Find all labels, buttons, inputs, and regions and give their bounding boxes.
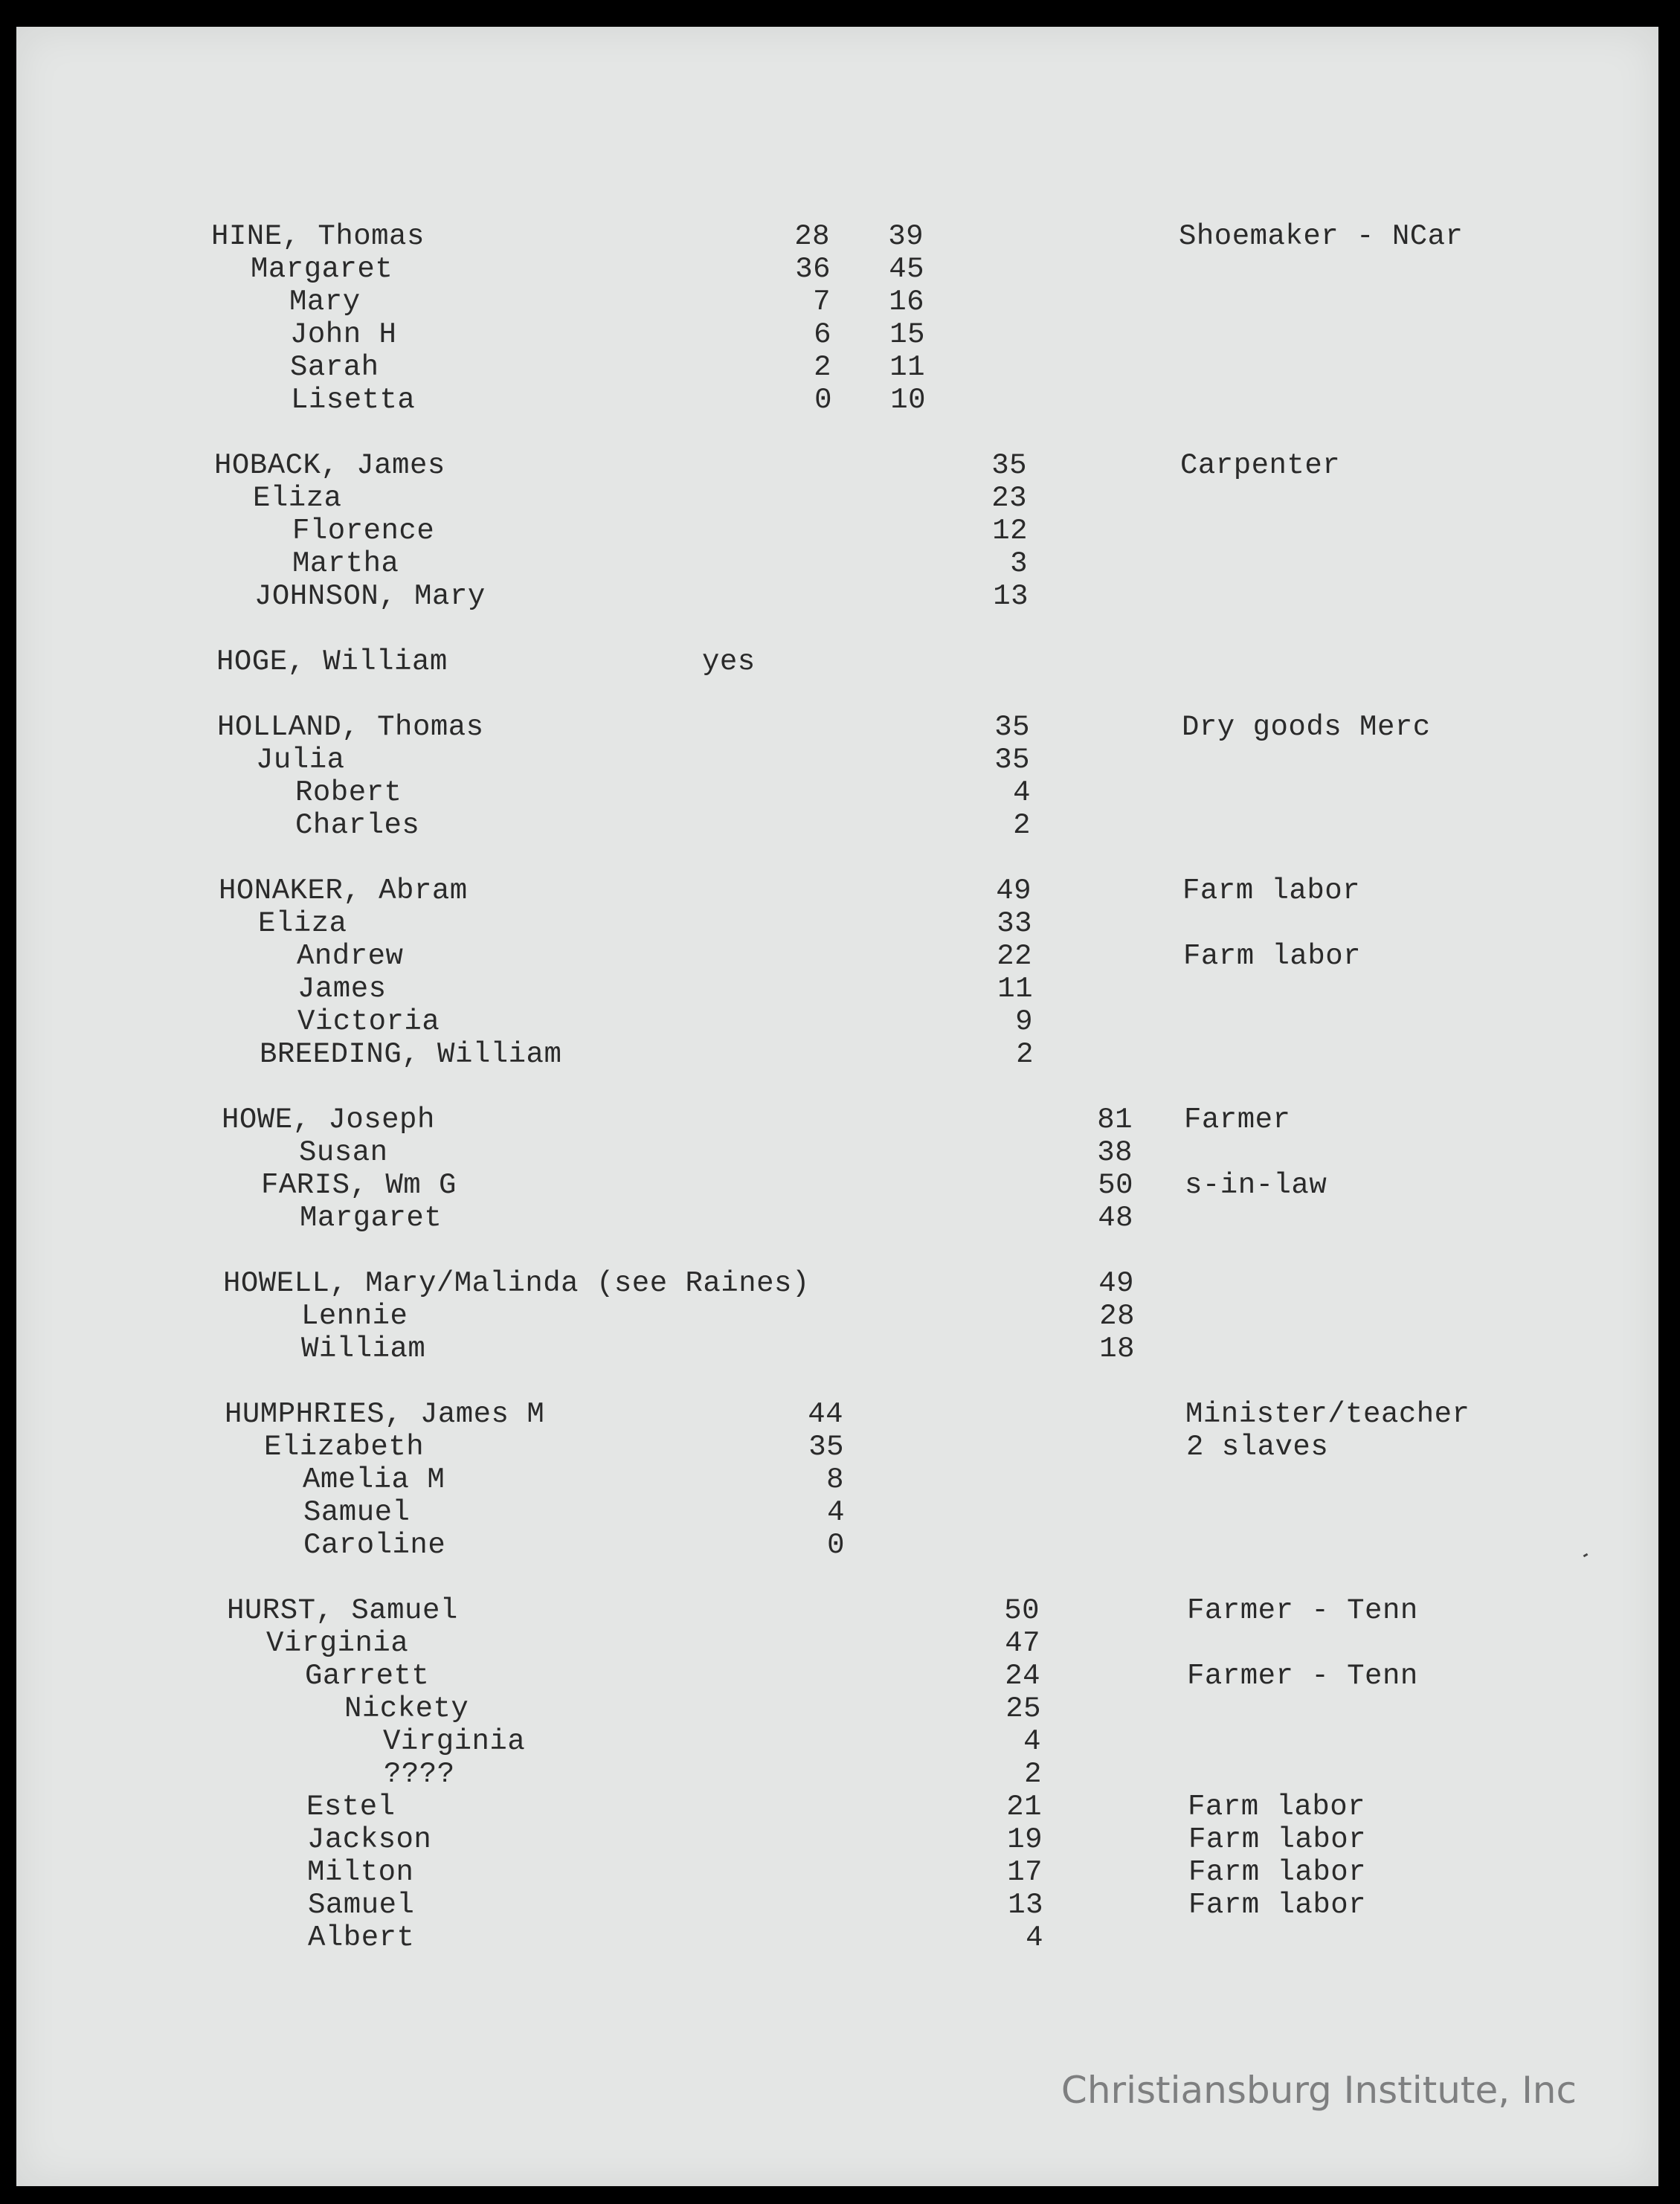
- document-page: [16, 27, 1658, 2186]
- age-column-d: 49: [1098, 1267, 1134, 1300]
- entry-row: [16, 1266, 1658, 1301]
- entry-row: [16, 1692, 1658, 1726]
- occupation-note: Dry goods Merc: [1182, 711, 1431, 744]
- entry-row: [16, 1823, 1658, 1857]
- household-member-name: Eliza: [258, 907, 347, 940]
- household-member-name: John H: [290, 318, 397, 351]
- occupation-note: Farm labor: [1182, 874, 1361, 907]
- age-column-c: 49: [996, 874, 1032, 907]
- entry-row: [16, 808, 1658, 842]
- entry-row: [16, 1201, 1658, 1235]
- household-member-name: Albert: [308, 1921, 415, 1954]
- entry-row: [16, 1626, 1658, 1660]
- age-column-a: 4: [827, 1496, 845, 1529]
- age-column-a: 8: [826, 1463, 844, 1496]
- occupation-note: Farmer: [1184, 1103, 1291, 1136]
- entry-row: [16, 1528, 1658, 1562]
- age-column-b: 15: [889, 318, 925, 351]
- household-member-name: James: [297, 973, 387, 1005]
- entry-row: [16, 1921, 1658, 1955]
- age-column-c: 35: [991, 449, 1027, 482]
- age-column-c: 47: [1005, 1627, 1040, 1660]
- age-column-a: 7: [813, 286, 831, 318]
- age-column-c: 19: [1007, 1823, 1043, 1856]
- age-column-a: 0: [827, 1529, 845, 1562]
- age-column-c: 4: [1023, 1725, 1041, 1758]
- entry-row: [16, 939, 1658, 973]
- head-of-household-name: HOWELL, Mary/Malinda (see Raines): [223, 1267, 810, 1300]
- age-column-c: 35: [994, 711, 1030, 744]
- household-member-name: Milton: [307, 1856, 414, 1889]
- entry-row: [16, 645, 1658, 679]
- occupation-note: Carpenter: [1180, 449, 1341, 482]
- household-member-name: Charles: [295, 809, 420, 842]
- entry-row: [16, 1397, 1658, 1431]
- age-column-c: 2: [1024, 1758, 1042, 1791]
- age-column-c: 22: [997, 940, 1032, 973]
- entry-row: [16, 1463, 1658, 1497]
- entry-row: [16, 350, 1658, 384]
- occupation-note: Farm labor: [1188, 1791, 1366, 1823]
- household-member-name: Lisetta: [291, 384, 416, 416]
- entry-row: [16, 1005, 1658, 1039]
- entry-row: [16, 1299, 1658, 1333]
- occupation-note: Farmer - Tenn: [1187, 1660, 1418, 1692]
- age-column-a: 6: [814, 318, 831, 351]
- household-member-name: Margaret: [300, 1202, 442, 1234]
- age-column-c: 35: [994, 744, 1030, 776]
- age-column-c: 4: [1013, 776, 1031, 809]
- entry-row: [16, 252, 1658, 286]
- entry-row: [16, 547, 1658, 581]
- entry-row: [16, 1659, 1658, 1693]
- age-column-c: 24: [1005, 1660, 1040, 1692]
- head-of-household-name: HOLLAND, Thomas: [217, 711, 484, 744]
- entry-row: [16, 1757, 1658, 1791]
- household-member-name: Robert: [295, 776, 402, 809]
- age-column-a: 0: [814, 384, 832, 416]
- age-column-c: 3: [1010, 547, 1028, 580]
- age-column-d: 28: [1099, 1300, 1135, 1333]
- age-column-c: 17: [1007, 1856, 1043, 1889]
- age-column-c: 11: [997, 973, 1033, 1005]
- entry-row: [16, 1103, 1658, 1137]
- age-column-a: 44: [808, 1398, 843, 1431]
- age-column-c: 4: [1026, 1921, 1043, 1954]
- age-column-a: 28: [794, 220, 830, 253]
- entry-row: [16, 514, 1658, 548]
- age-column-c: 13: [1008, 1889, 1043, 1921]
- entry-row: [16, 972, 1658, 1006]
- age-column-b: 45: [889, 253, 924, 286]
- age-column-d: 48: [1098, 1202, 1133, 1234]
- entry-row: [16, 1495, 1658, 1530]
- occupation-note: Farm labor: [1188, 1856, 1367, 1889]
- age-column-a: 36: [795, 253, 831, 286]
- head-of-household-name: HOBACK, James: [214, 449, 445, 482]
- age-column-c: 9: [1015, 1005, 1033, 1038]
- household-member-name: ????: [384, 1758, 455, 1791]
- occupation-note: Farm labor: [1188, 1889, 1367, 1921]
- household-member-name: Lennie: [301, 1300, 408, 1333]
- age-column-d: 18: [1099, 1333, 1135, 1365]
- age-column-a: 2: [814, 351, 831, 384]
- household-member-name: Estel: [306, 1791, 396, 1823]
- entry-row: [16, 1724, 1658, 1759]
- occupation-note: Farmer - Tenn: [1187, 1594, 1418, 1627]
- household-member-name: Victoria: [297, 1005, 440, 1038]
- household-member-name: Nickety: [344, 1692, 469, 1725]
- age-column-c: 2: [1013, 809, 1031, 842]
- entry-row: [16, 285, 1658, 319]
- age-column-c: 33: [997, 907, 1032, 940]
- age-column-b: 16: [889, 286, 924, 318]
- head-of-household-name: HURST, Samuel: [227, 1594, 458, 1627]
- age-column-b: 39: [888, 220, 924, 253]
- occupation-note: 2 slaves: [1186, 1431, 1329, 1463]
- household-member-name: Margaret: [251, 253, 393, 286]
- yes-mark: yes: [702, 645, 756, 678]
- household-member-name: Elizabeth: [264, 1431, 425, 1463]
- household-member-name: Jackson: [307, 1823, 432, 1856]
- age-column-b: 11: [889, 351, 925, 384]
- entry-row: [16, 1888, 1658, 1922]
- entry-row: [16, 906, 1658, 941]
- occupation-note: Shoemaker - NCar: [1179, 220, 1464, 253]
- entry-row: [16, 1790, 1658, 1824]
- household-member-name: Samuel: [303, 1496, 411, 1529]
- household-member-name: Sarah: [290, 351, 379, 384]
- household-member-name: Susan: [299, 1136, 388, 1169]
- household-member-name: Florence: [292, 515, 435, 547]
- occupation-note: s-in-law: [1185, 1169, 1327, 1202]
- entry-row: [16, 710, 1658, 744]
- household-member-name: Eliza: [253, 482, 342, 515]
- household-member-name: Andrew: [297, 940, 404, 973]
- head-of-household-name: HONAKER, Abram: [219, 874, 468, 907]
- entry-row: [16, 1037, 1658, 1072]
- entry-row: [16, 1594, 1658, 1628]
- household-member-name: Samuel: [308, 1889, 415, 1921]
- entry-row: [16, 743, 1658, 777]
- age-column-b: 10: [890, 384, 926, 416]
- entry-row: [16, 776, 1658, 810]
- entry-row: [16, 1332, 1658, 1366]
- entry-row: [16, 448, 1658, 483]
- watermark: Christiansburg Institute, Inc: [1061, 2069, 1577, 2112]
- household-member-name: Caroline: [303, 1529, 446, 1562]
- age-column-c: 23: [991, 482, 1027, 515]
- household-member-name: FARIS, Wm G: [261, 1169, 457, 1202]
- household-member-name: Virginia: [266, 1627, 409, 1660]
- entry-row: [16, 1168, 1658, 1202]
- age-column-d: 50: [1098, 1169, 1133, 1202]
- age-column-d: 38: [1097, 1136, 1133, 1169]
- occupation-note: Farm labor: [1183, 940, 1362, 973]
- entry-row: [16, 1135, 1658, 1170]
- entry-row: [16, 318, 1658, 352]
- entry-row: [16, 579, 1658, 613]
- head-of-household-name: HOWE, Joseph: [222, 1103, 435, 1136]
- household-member-name: JOHNSON, Mary: [254, 580, 486, 613]
- entry-row: [16, 219, 1658, 254]
- age-column-c: 25: [1005, 1692, 1041, 1725]
- household-member-name: Garrett: [305, 1660, 430, 1692]
- entry-row: [16, 481, 1658, 515]
- age-column-c: 2: [1016, 1038, 1034, 1071]
- household-member-name: Mary: [289, 286, 361, 318]
- household-member-name: BREEDING, William: [260, 1038, 562, 1071]
- household-member-name: Virginia: [383, 1725, 526, 1758]
- household-member-name: Julia: [256, 744, 345, 776]
- occupation-note: Farm labor: [1188, 1823, 1367, 1856]
- age-column-c: 12: [992, 515, 1028, 547]
- occupation-note: Minister/teacher: [1185, 1398, 1470, 1431]
- entry-row: [16, 1430, 1658, 1464]
- head-of-household-name: HINE, Thomas: [211, 220, 425, 253]
- age-column-a: 35: [808, 1431, 844, 1463]
- age-column-c: 50: [1004, 1594, 1040, 1627]
- entry-row: [16, 383, 1658, 417]
- household-member-name: Amelia M: [303, 1463, 445, 1496]
- entry-row: [16, 1855, 1658, 1889]
- entry-row: [16, 874, 1658, 908]
- head-of-household-name: HUMPHRIES, James M: [225, 1398, 545, 1431]
- head-of-household-name: HOGE, William: [216, 645, 448, 678]
- age-column-c: 21: [1006, 1791, 1042, 1823]
- age-column-d: 81: [1097, 1103, 1133, 1136]
- household-member-name: Martha: [292, 547, 399, 580]
- age-column-c: 13: [993, 580, 1029, 613]
- household-member-name: William: [301, 1333, 426, 1365]
